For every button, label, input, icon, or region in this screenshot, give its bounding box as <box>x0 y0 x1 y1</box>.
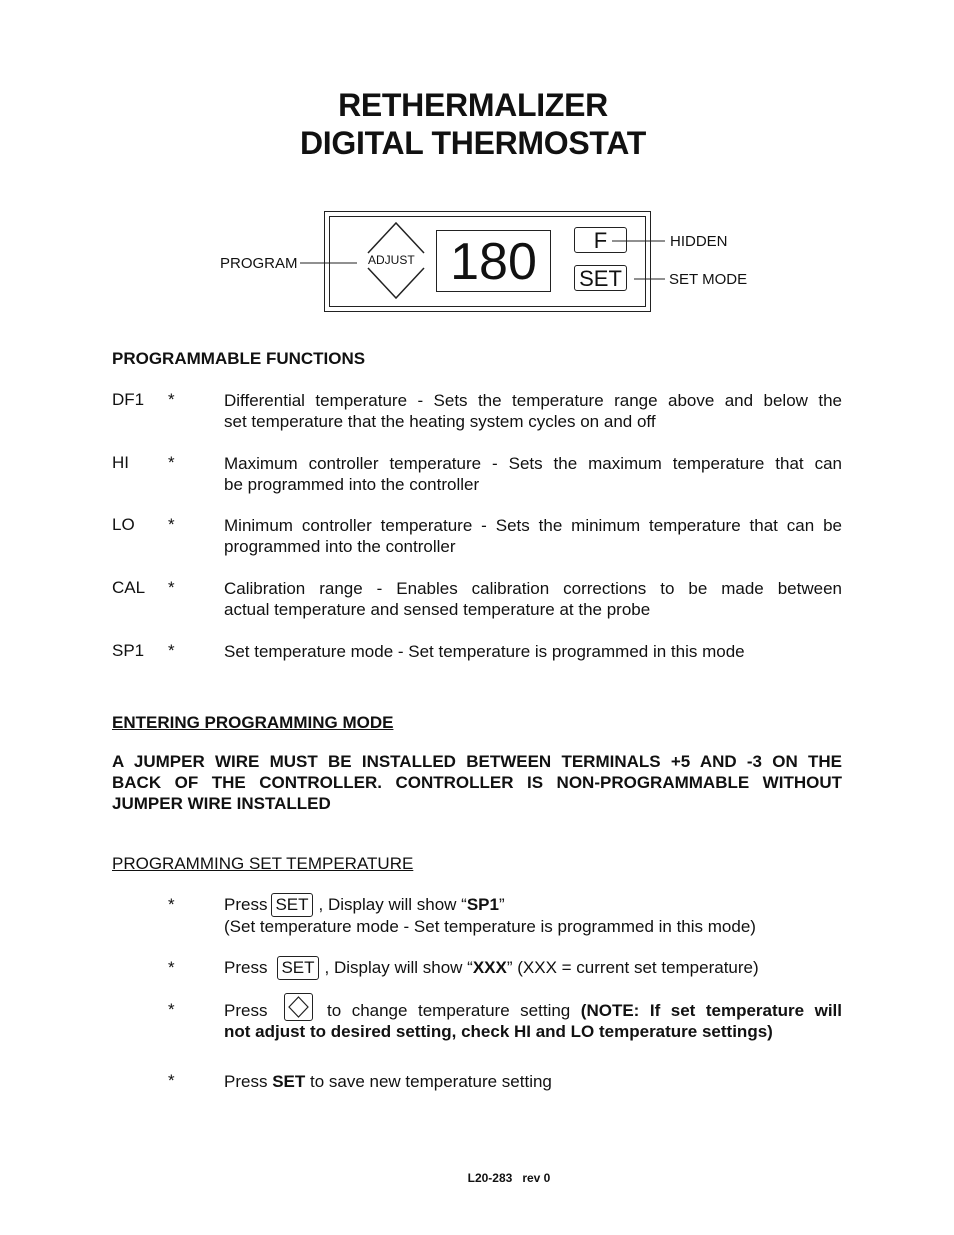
document-id: L20-283 rev 0 <box>467 1171 551 1185</box>
programmable-functions-heading: PROGRAMMABLE FUNCTIONS <box>112 349 366 368</box>
function-code: LO <box>112 515 135 534</box>
jumper-warning-line2: BACK OF THE CONTROLLER. CONTROLLER IS NON-PROGRAMMABLE WITHOUT <box>112 773 842 792</box>
press-text: Press <box>224 958 268 977</box>
function-description-line1: Set temperature mode - Set temperature is programmed in this mode <box>224 642 745 661</box>
step-text: to save new temperature setting <box>305 1072 552 1091</box>
function-description-line1: Calibration range - Enables calibration corrections to be made between <box>224 579 842 598</box>
step-2-line1 <box>224 956 759 980</box>
adjust-key-inline <box>284 993 313 1021</box>
page-title-line1: RETHERMALIZER <box>338 87 608 123</box>
bullet-star: * <box>168 453 175 472</box>
bullet-star: * <box>168 1000 175 1019</box>
function-code: CAL <box>112 578 146 597</box>
adjust-label: ADJUST <box>368 253 415 267</box>
adjust-down-arrow-icon <box>368 268 424 298</box>
function-code: SP1 <box>112 641 145 660</box>
callout-hidden: HIDDEN <box>670 233 728 250</box>
bullet-star: * <box>168 895 175 914</box>
f-key: F <box>574 227 627 253</box>
press-text: Press <box>224 1072 273 1091</box>
programming-set-temperature-heading: PROGRAMMING SET TEMPERATURE <box>112 854 414 873</box>
bullet-star: * <box>168 1071 175 1090</box>
step-1-line2: (Set temperature mode - Set temperature is programmed in this mode) <box>224 917 756 936</box>
entering-programming-mode-heading: ENTERING PROGRAMMING MODE <box>112 713 394 732</box>
press-text: Press <box>224 895 268 914</box>
bullet-star: * <box>168 578 175 597</box>
step-text: , Display will show “ <box>318 895 467 914</box>
bullet-star: * <box>168 390 175 409</box>
step-text: , Display will show “ <box>324 958 473 977</box>
adjust-up-arrow-icon <box>368 223 424 253</box>
set-key-inline: SET <box>271 893 312 917</box>
set-key-inline: SET <box>277 956 318 980</box>
set-key: SET <box>574 265 627 291</box>
bullet-star: * <box>168 515 175 534</box>
step-text: to change temperature setting <box>327 1001 581 1020</box>
display-value-sp1: SP1 <box>466 895 499 914</box>
display-value-xxx: XXX <box>472 958 507 977</box>
function-description-line1: Minimum controller temperature - Sets the minimum temperature that can be <box>224 516 842 535</box>
callout-set-mode: SET MODE <box>669 271 748 288</box>
step-text-end: ” (XXX = current set temperature) <box>506 958 759 977</box>
function-code: HI <box>112 453 129 472</box>
set-word: SET <box>272 1072 306 1091</box>
function-description-line2: set temperature that the heating system cycles on and off <box>224 412 656 431</box>
step-3-line1 <box>327 1000 842 1021</box>
function-description-line1: Differential temperature - Sets the temperature range above and below the <box>224 391 842 410</box>
jumper-warning-line3: JUMPER WIRE INSTALLED <box>112 794 331 813</box>
temperature-display: 180 <box>436 230 551 292</box>
step-4-line1 <box>224 1071 552 1092</box>
adjust-diamond-icon <box>285 994 312 1020</box>
page-title-line2: DIGITAL THERMOSTAT <box>300 125 646 161</box>
function-description-line2: be programmed into the controller <box>224 475 480 494</box>
callout-program: PROGRAM <box>220 255 298 272</box>
jumper-warning-line1: A JUMPER WIRE MUST BE INSTALLED BETWEEN TERMINALS +5 AND -3 ON THE <box>112 752 842 771</box>
bullet-star: * <box>168 641 175 660</box>
step-note-a: (NOTE: If set temperature will <box>580 1001 843 1020</box>
step-text-end: ” <box>498 895 505 914</box>
press-text: Press <box>224 1001 268 1020</box>
function-description-line2: programmed into the controller <box>224 537 456 556</box>
function-code: DF1 <box>112 390 145 409</box>
function-description-line2: actual temperature and sensed temperature at the probe <box>224 600 651 619</box>
function-description-line1: Maximum controller temperature - Sets the maximum temperature that can <box>224 454 842 473</box>
step-1-line1 <box>224 893 505 917</box>
bullet-star: * <box>168 958 175 977</box>
step-note-b: not adjust to desired setting, check HI and LO temperature settings) <box>224 1022 773 1041</box>
